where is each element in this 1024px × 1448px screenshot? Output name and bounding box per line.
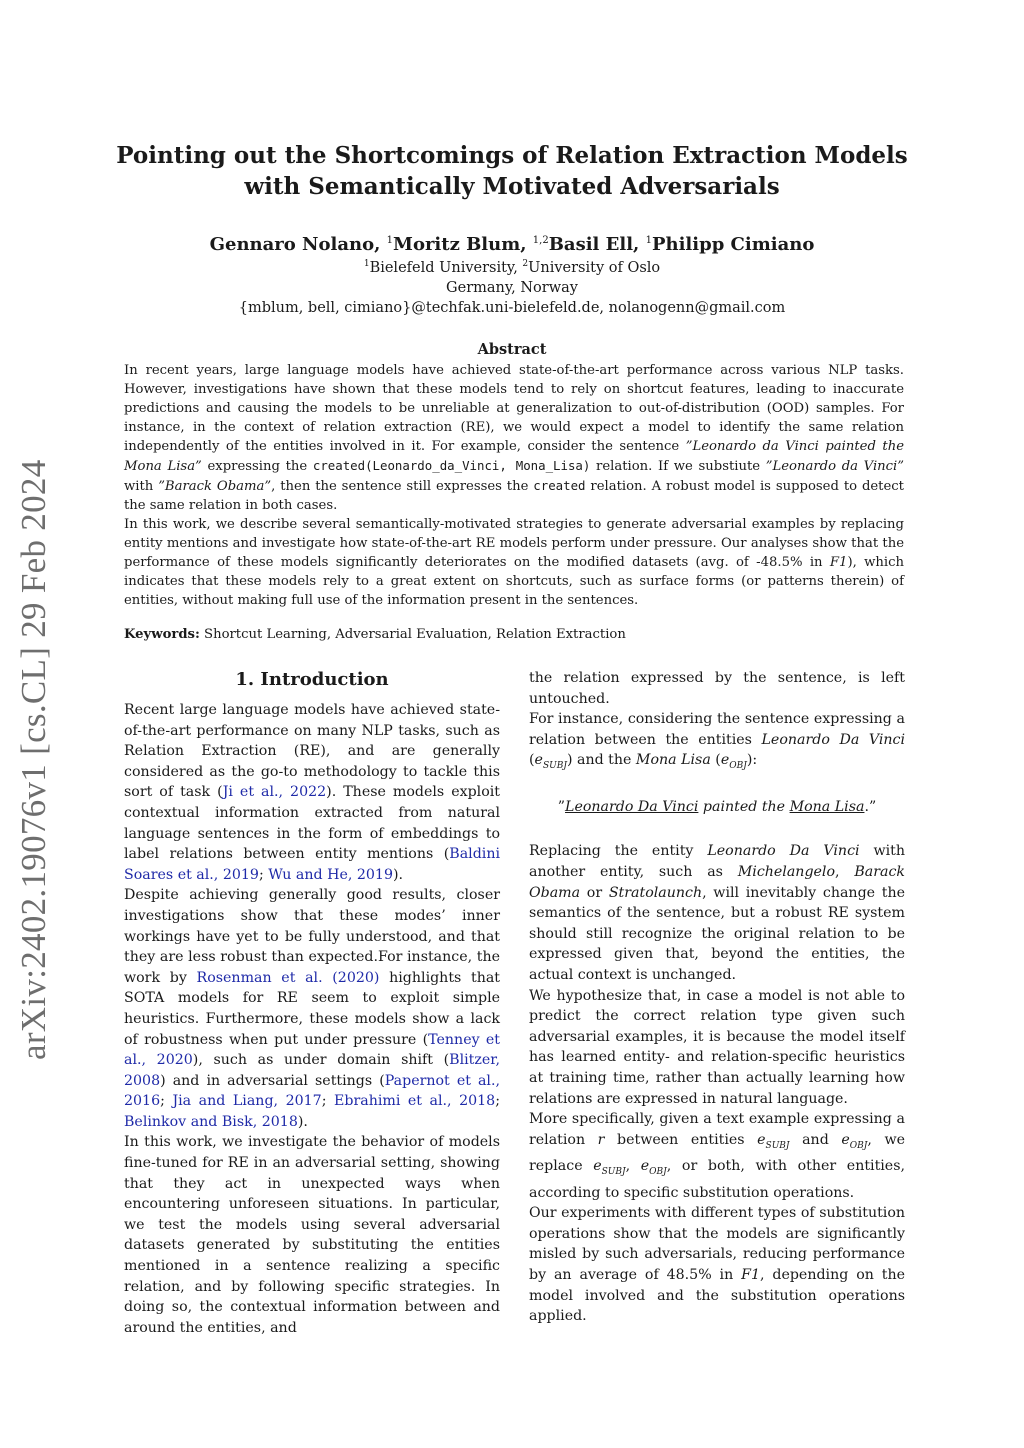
abstract-text: relation. If we substiute [590, 459, 766, 474]
body-text: , [835, 863, 855, 880]
affiliation-2: University of Oslo [528, 259, 661, 276]
abstract-text: In recent years, large language models have achieved state-of-the-art performance across various NLP tasks. However, investigations have shown that these models tend to rely on shortcut features, leading to inaccurate predictions and causing the models to be unreliable at generalization to out-of-distribution (OOD) samples. For instance, in the context of relation extraction (RE), we would expect a model to identify the same relation independently of the entities involved in it. For example, consider the sentence [124, 363, 904, 454]
citation-link[interactable]: Jia and Liang, 2017 [172, 1093, 322, 1110]
body-text: ), such as under domain shift ( [192, 1052, 450, 1069]
math-subscript: SUBJ [542, 761, 567, 772]
author-2: Moritz Blum, [393, 234, 533, 255]
author-list [0, 229, 1024, 257]
body-text: ): [746, 752, 758, 769]
body-text: highlights that SOTA models for RE seem to exploit simple heuristics. Furthermore, these models show a lack of robustness when put under pressure ( [124, 969, 500, 1048]
author-4-mark: 1 [645, 235, 652, 246]
body-text: ). [297, 1113, 308, 1130]
intro-paragraph-5 [529, 709, 905, 777]
intro-paragraph-6 [529, 841, 905, 985]
body-text: Replacing the entity [529, 843, 708, 860]
math-subscript: OBJ [849, 1140, 868, 1151]
body-text: , will inevitably change the semantics of the sentence, but a robust RE system should still recognize the original relation to be expressed given that, beyond the entities, the actual context is unchanged. [529, 884, 905, 983]
citation-link[interactable]: Papernot et al., 2016 [124, 1072, 500, 1110]
math-symbol: e [534, 752, 543, 769]
body-text: ). These models exploit contextual information extracted from natural language sentences in the form of embeddings to label relations between entity mentions ( [124, 784, 500, 863]
body-text: , [625, 1158, 641, 1175]
quote-mark: ” [557, 798, 566, 815]
intro-paragraph-2 [124, 885, 500, 1132]
author-2-mark: 1 [386, 235, 394, 246]
intro-paragraph-3: In this work, we investigate the behavior of models fine-tuned for RE in an adversarial setting, showing that they act in unexpected ways when encountering unforeseen situations. In particular, we test the models using several adversarial datasets generated by substituting the entities mentioned in a sentence realizing a specific relation, and by following specific strategies. In doing so, the contextual information between and around the entities, and [124, 1134, 500, 1336]
math-symbol: e [593, 1158, 602, 1175]
body-text: ). [392, 866, 404, 883]
body-text: More specifically, given a text example expressing a relation [529, 1111, 905, 1148]
body-text: ( [529, 752, 535, 769]
affiliation-mark-2: 2 [522, 259, 529, 269]
body-text: ) and the [566, 752, 636, 769]
metric-name: F1 [829, 555, 848, 570]
keywords-label: Keywords: [124, 627, 200, 642]
body-text: or [580, 884, 609, 901]
citation-link[interactable]: Baldini Soares et al., 2019 [124, 846, 500, 883]
body-text: ; [258, 866, 269, 883]
citation-link[interactable]: Blitzer, 2008 [124, 1052, 500, 1089]
paper-title [0, 140, 1024, 202]
abstract-text: expressing the [201, 459, 313, 474]
body-text: For instance, considering the sentence expressing a relation between the entities [529, 711, 905, 748]
abstract-text: relation. A robust model is supposed to detect the same relation in both cases. [124, 479, 904, 513]
citation-link[interactable]: Tenney et al., 2020 [124, 1031, 500, 1069]
abstract-code: created(Leonardo_da_Vinci, Mona_Lisa) [312, 458, 591, 473]
intro-paragraph-8 [529, 1109, 905, 1203]
entity-name: Michelangelo [737, 863, 835, 880]
section-heading-introduction: 1. Introduction [235, 669, 389, 690]
abstract-text: ), which indicates that these models rely to a great extent on shortcuts, such as surface forms (or patterns therein) of entities, without making full use of the information present in the sentences. [124, 555, 904, 608]
example-object: Mona Lisa [789, 798, 865, 815]
math-symbol: e [640, 1158, 650, 1175]
author-3: Basil Ell, [548, 234, 646, 255]
math-subscript: SUBJ [601, 1166, 626, 1177]
body-text: ( [710, 752, 721, 769]
abstract-example: ”Leonardo da Vinci painted the Mona Lisa” [124, 439, 905, 474]
intro-paragraph-9 [529, 1203, 905, 1327]
intro-paragraph-7: We hypothesize that, in case a model is not able to predict the correct relation type given such adversarial examples, it is because the model itself has learned entity- and relation-specific heuristics at training time, rather than actually learning how relations are expressed in natural language. [529, 987, 905, 1107]
example-sentence [529, 797, 905, 818]
body-text: with another entity, such as [529, 843, 906, 880]
affiliation-country: Germany, Norway [446, 279, 578, 296]
entity-name: Leonardo Da Vinci [707, 843, 860, 860]
affiliations [0, 254, 1024, 318]
title-line-1: Pointing out the Shortcomings of Relation Extraction Models [116, 142, 908, 169]
metric-name: F1 [741, 1266, 760, 1283]
body-text: and [789, 1131, 842, 1148]
body-text: between entities [604, 1131, 758, 1148]
body-text: ) and in adversarial settings ( [160, 1072, 385, 1089]
right-column [529, 668, 905, 1327]
math-symbol: e [841, 1131, 850, 1148]
intro-paragraph-4: the relation expressed by the sentence, is left untouched. [529, 670, 905, 707]
abstract-example: ”Barack Obama” [158, 479, 272, 494]
body-text: ; [495, 1093, 500, 1110]
citation-link[interactable]: Ebrahimi et al., 2018 [334, 1093, 496, 1110]
citation-link[interactable]: Rosenman et al. (2020) [196, 969, 380, 986]
abstract-example: ”Leonardo da Vinci” [765, 459, 905, 474]
abstract-code: created [533, 478, 586, 493]
entity-name: Mona Lisa [635, 752, 711, 769]
arxiv-identifier[interactable]: arXiv:2402.19076v1 [cs.CL] 29 Feb 2024 [14, 459, 53, 1060]
math-symbol: e [757, 1131, 766, 1148]
abstract-heading: Abstract [477, 341, 547, 358]
keywords-text: Shortcut Learning, Adversarial Evaluation, Relation Extraction [199, 627, 626, 642]
quote-mark: .” [864, 798, 877, 815]
math-symbol: r [597, 1131, 605, 1148]
abstract-text: , then the sentence still expresses the [271, 479, 534, 494]
citation-link[interactable]: Wu and He, 2019 [268, 866, 393, 883]
body-text: ; [160, 1093, 173, 1110]
entity-name: Stratolaunch [608, 884, 703, 901]
abstract-text: with [124, 479, 159, 494]
entity-name: Barack Obama [529, 863, 905, 901]
abstract-text: In this work, we describe several semantically-motivated strategies to generate adversarial examples by replacing entity mentions and investigate how state-of-the-art RE models perform under pressure. Our analyses show that the performance of these models significantly deteriorates on the modified datasets (avg. of -48.5% in [124, 517, 904, 570]
author-3-mark: 1,2 [532, 235, 549, 246]
abstract-paragraph-2 [124, 515, 904, 610]
intro-paragraph-1 [124, 700, 500, 885]
math-subscript: SUBJ [765, 1140, 790, 1151]
citation-link[interactable]: Ji et al., 2022 [222, 784, 327, 801]
body-text: , we replace [529, 1131, 905, 1175]
affiliation-line [0, 254, 1024, 278]
affiliation-1: Bielefeld University, [369, 259, 523, 276]
body-text: Despite achieving generally good results, closer investigations show that these modes’ inner workings have yet to be fully understood, and that they are less robust than expected.For instance, the work by [124, 887, 500, 986]
abstract-body [124, 361, 904, 610]
entity-name: Leonardo Da Vinci [761, 731, 905, 748]
body-text: Recent large language models have achieved state-of-the-art performance on many NLP tasks, such as Relation Extraction (RE), and are generally considered as the go-to methodology to tackle this sort of task ( [124, 702, 500, 801]
author-emails: {mblum, bell, cimiano}@techfak.uni-bielefeld.de, nolanogenn@gmail.com [238, 299, 786, 316]
example-text: painted the [698, 798, 790, 815]
author-4: Philipp Cimiano [651, 234, 815, 255]
author-1: Gennaro Nolano, [209, 234, 387, 255]
math-symbol: e [720, 752, 730, 769]
abstract-paragraph-1 [124, 361, 904, 515]
affiliation-mark-1: 1 [363, 259, 370, 269]
keywords [124, 625, 904, 644]
citation-link[interactable]: Belinkov and Bisk, 2018 [124, 1113, 298, 1130]
math-subscript: OBJ [649, 1166, 667, 1177]
title-line-2: with Semantically Motivated Adversarials [244, 173, 780, 200]
body-text: , depending on the model involved and the substitution operations applied. [529, 1266, 905, 1325]
body-text: , or both, with other entities, according to specific substitution operations. [529, 1158, 905, 1201]
example-subject: Leonardo Da Vinci [565, 798, 699, 815]
math-subscript: OBJ [729, 761, 747, 772]
body-text: ; [321, 1093, 335, 1110]
body-text: Our experiments with different types of substitution operations show that the models are significantly misled by such adversarials, reducing performance by an average of 48.5% in [529, 1205, 905, 1283]
left-column [124, 668, 500, 1338]
